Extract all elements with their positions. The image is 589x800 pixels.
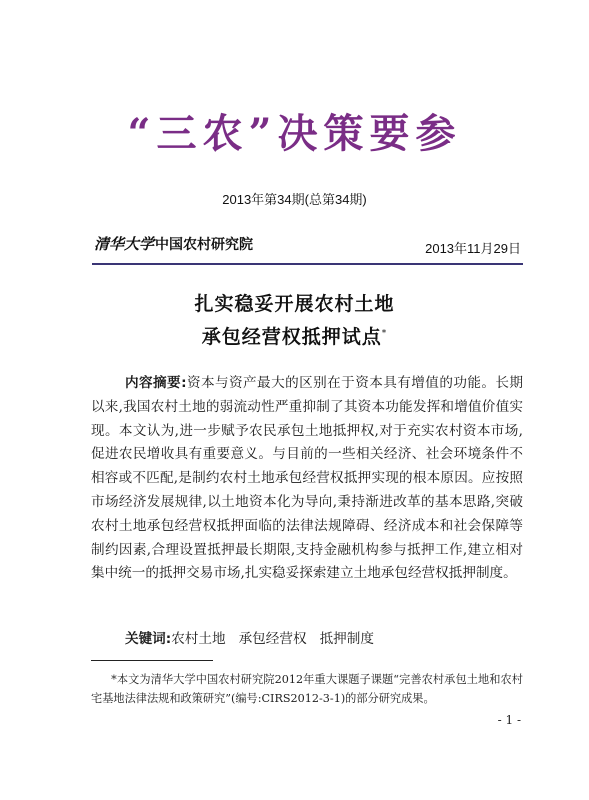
article-title-line-1: 扎实稳妥开展农村土地 (194, 293, 395, 315)
publication-date: 2013年11月29日 (425, 241, 521, 256)
article-title-line-2 (0, 322, 589, 349)
keyword-item: 农村土地 (171, 631, 226, 647)
abstract (91, 372, 523, 586)
abstract-text: 资本与资产最大的区别在于资本具有增值的功能。长期以来,我国农村土地的弱流动性严重抑制了其资本功能发挥和增值价值实现。本文认为,进一步赋予农民承包土地抵押权,对于充实农村资本市场,促进农民增收具有重要意义。与目前的一些相关经济、社会环境条件不相容或不匹配,是制约农村土地承包经营权抵押实现的根本原因。应按照市场经济发展规律,以土地资本化为导向,秉持渐进改革的基本思路,突破农村土地承包经营权抵押面临的法律法规障碍、经济成本和社会保障等制约因素,合理设置抵押最长期限,支持金融机构参与抵押工作,建立相对集中统一的抵押交易市场,扎实稳妥探索建立土地承包经营权抵押制度。 (91, 375, 524, 582)
institution-logo: 清华大学 (94, 235, 155, 253)
institution-header (94, 233, 253, 254)
header-divider (92, 263, 523, 265)
footnote-divider (91, 660, 213, 661)
keywords-label: 关键词: (125, 631, 172, 647)
institution-name: 中国农村研究院 (155, 237, 254, 253)
abstract-paragraph (91, 372, 523, 586)
abstract-label: 内容摘要: (125, 375, 187, 391)
page-number: - 1 - (497, 713, 521, 727)
keywords (125, 627, 387, 647)
article-title-text: 承包经营权抵押试点 (201, 326, 382, 348)
publication-masthead: “三农”决策要参 (127, 110, 462, 157)
keyword-item: 承包经营权 (238, 631, 307, 647)
keyword-item: 抵押制度 (319, 631, 374, 647)
issue-number: 2013年第34期(总第34期) (222, 192, 367, 207)
footnote-marker: * (381, 328, 388, 339)
footnote (91, 670, 523, 708)
footnote-text: *本文为清华大学中国农村研究院2012年重大课题子课题“完善农村承包土地和农村宅基地法律法规和政策研究”(编号:CIRS2012-3-1)的部分研究成果。 (91, 673, 523, 705)
